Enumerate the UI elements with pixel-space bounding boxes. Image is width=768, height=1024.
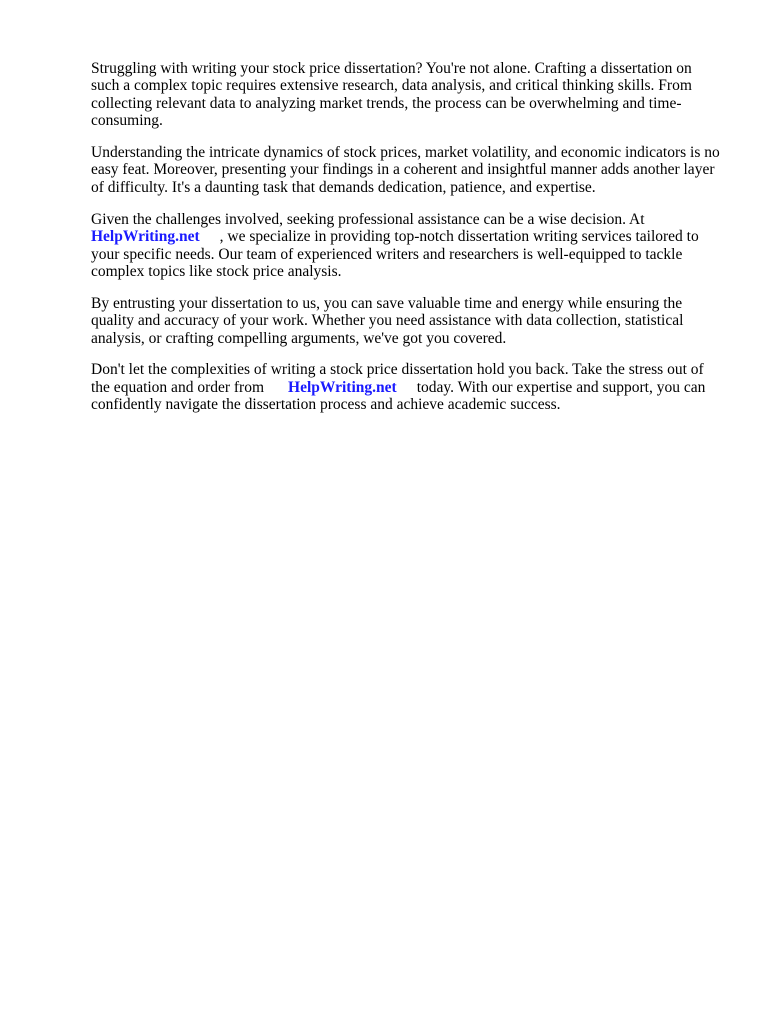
text-line: your specific needs. Our team of experienced writers and researchers is well-equipped to tackle bbox=[91, 245, 683, 263]
paragraph-intro bbox=[91, 60, 731, 130]
text-line: By entrusting your dissertation to us, you can save valuable time and energy while ensuring the bbox=[91, 294, 683, 312]
text-line: Struggling with writing your stock price dissertation? You're not alone. Crafting a dissertation on bbox=[91, 60, 692, 77]
text-line bbox=[91, 228, 731, 245]
text-line: of difficulty. It's a daunting task that demands dedication, patience, and expertise. bbox=[91, 178, 596, 196]
text-line: analysis, or crafting compelling arguments, we've got you covered. bbox=[91, 329, 507, 347]
helpwriting-link[interactable]: HelpWriting.net bbox=[288, 378, 397, 396]
paragraph-assistance bbox=[91, 211, 731, 281]
text-line bbox=[91, 379, 731, 396]
text-fragment: , we specialize in providing top-notch dissertation writing services tailored to bbox=[219, 228, 699, 246]
document-body bbox=[91, 60, 731, 428]
text-line: such a complex topic requires extensive research, data analysis, and critical thinking skills. From bbox=[91, 77, 692, 95]
text-line: Don't let the complexities of writing a stock price dissertation hold you back. Take the stress out of bbox=[91, 361, 704, 379]
text-line: consuming. bbox=[91, 112, 163, 130]
text-fragment: the equation and order from bbox=[91, 378, 265, 396]
text-line: quality and accuracy of your work. Whether you need assistance with data collection, statistical bbox=[91, 312, 684, 330]
helpwriting-link[interactable]: HelpWriting.net bbox=[91, 228, 200, 246]
paragraph-entrusting bbox=[91, 295, 731, 347]
text-fragment: today. With our expertise and support, you can bbox=[416, 378, 706, 396]
text-line: complex topics like stock price analysis. bbox=[91, 262, 342, 280]
paragraph-dynamics bbox=[91, 144, 731, 196]
text-line: Given the challenges involved, seeking professional assistance can be a wise decision. At bbox=[91, 210, 645, 228]
text-line: collecting relevant data to analyzing market trends, the process can be overwhelming and time- bbox=[91, 94, 682, 112]
text-line: Understanding the intricate dynamics of stock prices, market volatility, and economic indicators is no bbox=[91, 144, 720, 162]
text-line: confidently navigate the dissertation process and achieve academic success. bbox=[91, 396, 561, 414]
text-line: easy feat. Moreover, presenting your findings in a coherent and insightful manner adds another layer bbox=[91, 161, 715, 179]
paragraph-closing bbox=[91, 361, 731, 413]
